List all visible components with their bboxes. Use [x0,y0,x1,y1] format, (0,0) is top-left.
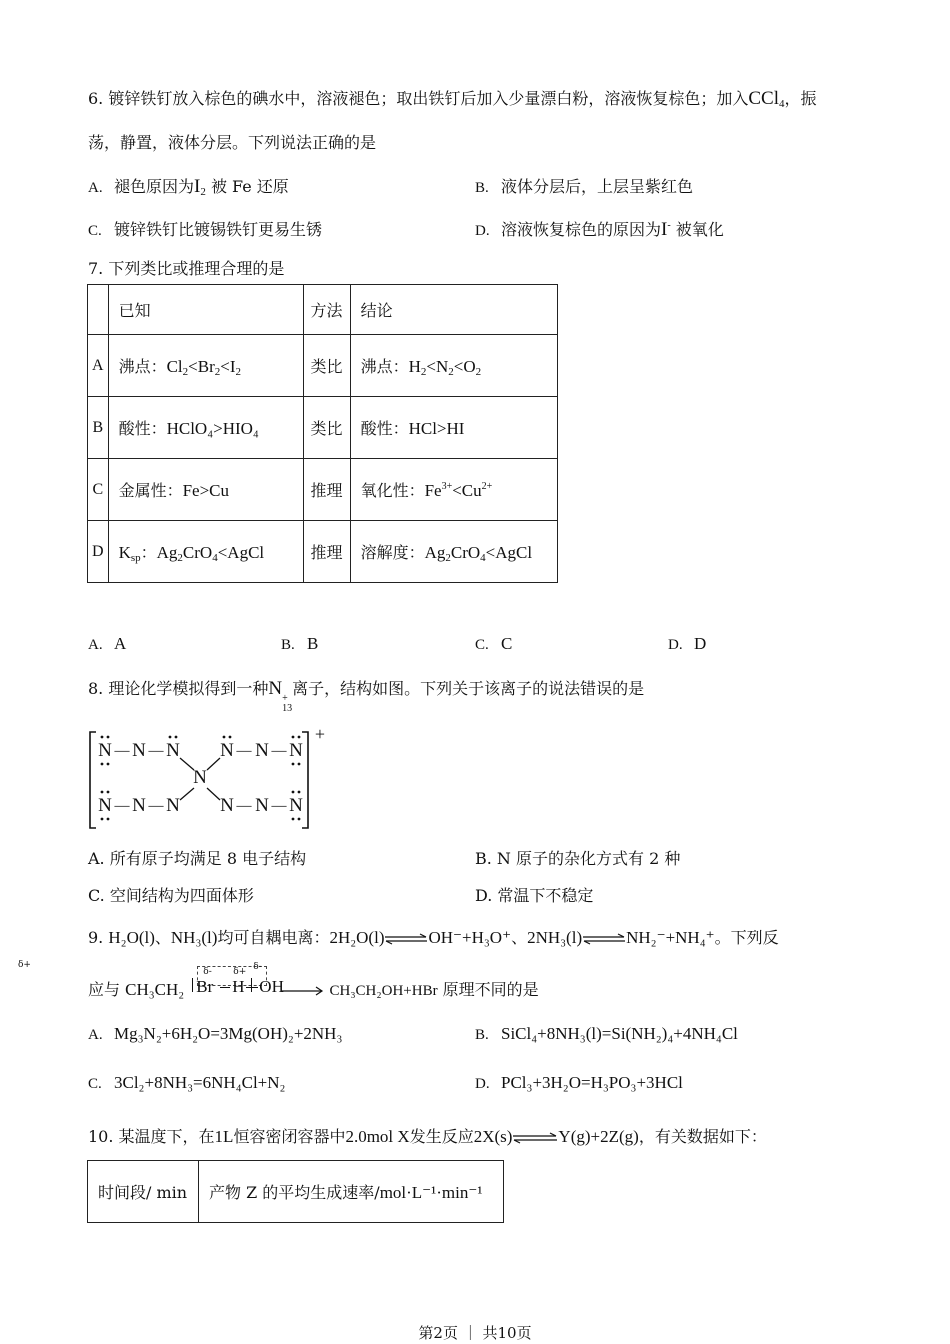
bond: — [148,798,164,814]
atom-n: N [255,740,269,761]
q7-option-b[interactable]: B. B [281,634,319,653]
atom-n: N [166,795,180,816]
conclusion-cell: 氧化性：$Fe^{3+}<Cu^{2+}$ [350,459,557,521]
q6-option-d[interactable]: D. 溶液恢复棕色的原因为I- 被氧化 [475,219,724,240]
q6-option-b[interactable]: B. 液体分层后，上层呈紫红色 [475,177,694,196]
q6-option-c[interactable]: C. 镀锌铁钉比镀锡铁钉更易生锈 [88,220,323,239]
equilibrium-arrow-icon [582,933,626,945]
method-cell: 推理 [303,459,350,521]
right-bracket [302,732,308,828]
header-cell: 产物 Z 的平均生成速率/mol·L⁻¹·min⁻¹ [199,1161,504,1223]
atom-n: N [98,795,112,816]
q8-stem: 8. 理论化学模拟得到一种N + 13 离子，结构如图。下列关于该离子的说法错误的是 [88,678,645,714]
atom-n: N [255,795,269,816]
table-header-row [88,285,558,335]
q7-option-a[interactable]: A. A [88,634,127,653]
q9-stem: 9. H₂O(l)、NH₃(l)均可自耦电离：2H₂O(l) OH⁻+H₃O⁺、2NH₃(l) NH₂⁻+NH₄⁺。下列反 [88,928,779,947]
q7-option-d[interactable]: D. D [668,634,707,653]
conclusion-cell: 酸性：HCl>HI [350,397,557,459]
header-cell [88,285,109,335]
known-cell: 沸点：$Cl_2<Br_2<I_2$ [108,335,303,397]
q8-option-d[interactable]: D. 常温下不稳定 [475,886,594,905]
row-label: C [88,459,109,521]
row-label: B [88,397,109,459]
row-label: D [88,521,109,583]
known-cell: $K_{sp}$：$Ag_2CrO_4<AgCl$ [108,521,303,583]
header-cell: 结论 [350,285,557,335]
bond: — [114,743,130,759]
row-label: A [88,335,109,397]
atom-n: N [289,795,303,816]
known-cell: 酸性：HClO₄>HIO₄ [108,397,303,459]
q8-option-b[interactable]: B. N 原子的杂化方式有 2 种 [475,849,681,868]
method-cell: 推理 [303,521,350,583]
q9-stem-line2: 应与 CH₃CH₂ δ- δ+ δ- Br H OH δ+ CH₃CH₂OH+HBr 原理不同的是 [18,960,539,999]
bond: — [148,743,164,759]
q9-option-d[interactable]: D. PCl₃+3H₂O=H₃PO₃+3HCl [475,1073,683,1092]
n13-ion-structure [86,728,336,832]
atom-n: N [166,740,180,761]
bond: — [236,798,252,814]
table-header-row [88,1161,504,1223]
q10-stem: 10. 某温度下，在1L恒容密闭容器中2.0mol X发生反应2X(s) Y(g)+2Z(g)，有关数据如下： [88,1127,767,1146]
header-cell: 方法 [303,285,350,335]
table-row [88,459,558,521]
q6-stem: 6. 镀锌铁钉放入棕色的碘水中，溶液褪色；取出铁钉后加入少量漂白粉，溶液恢复棕色；加入CCl$_4$，振 [88,88,817,110]
conclusion-cell: 沸点：$H_2<N_2<O_2$ [350,335,557,397]
left-bracket [90,732,96,828]
header-cell: 时间段/ min [88,1161,199,1223]
table-row [88,397,558,459]
q6-stem-line2: 荡，静置，液体分层。下列说法正确的是 [88,133,377,152]
q9-option-b[interactable]: B. SiCl₄+8NH₃(l)=Si(NH₂)₄+4NH₄Cl [475,1024,738,1043]
bond: — [114,798,130,814]
q6-option-a[interactable]: A. 褪色原因为$I_2$ 被 Fe 还原 [88,176,289,198]
q8-option-c[interactable]: C. 空间结构为四面体形 [88,886,254,905]
q9-option-c[interactable]: C. 3Cl₂+8NH₃=6NH₄Cl+N₂ [88,1073,286,1092]
ion-charge: + [314,728,326,744]
q7-stem: 7. 下列类比或推理合理的是 [88,259,285,278]
bond: — [271,743,287,759]
atom-n: N [132,740,146,761]
known-cell: 金属性：Fe>Cu [108,459,303,521]
atom-n: N [220,740,234,761]
method-cell: 类比 [303,397,350,459]
equilibrium-arrow-icon [384,933,428,945]
bond: — [236,743,252,759]
table-row [88,335,558,397]
reaction-arrow-icon [280,986,324,996]
q9-option-a[interactable]: A. Mg₃N₂+6H₂O=3Mg(OH)₂+2NH₃ [88,1024,343,1043]
atom-n: N [220,795,234,816]
method-cell: 类比 [303,335,350,397]
q8-option-a[interactable]: A. 所有原子均满足 8 电子结构 [88,849,307,868]
page-footer: 第2页 ｜ 共10页 [418,1324,532,1342]
bond-cleavage-box: δ- δ+ δ- Br H OH [189,966,275,1000]
q10-table [87,1160,504,1223]
bond: — [271,798,287,814]
atom-n: N [132,795,146,816]
header-cell: 已知 [108,285,303,335]
q7-option-c[interactable]: C. C [475,634,513,653]
q7-table [87,284,558,583]
atom-n-center: N [193,767,207,788]
atom-n: N [98,740,112,761]
atom-n: N [289,740,303,761]
equilibrium-arrow-icon [512,1132,558,1144]
conclusion-cell: 溶解度：$Ag_2CrO_4<AgCl$ [350,521,557,583]
table-row [88,521,558,583]
